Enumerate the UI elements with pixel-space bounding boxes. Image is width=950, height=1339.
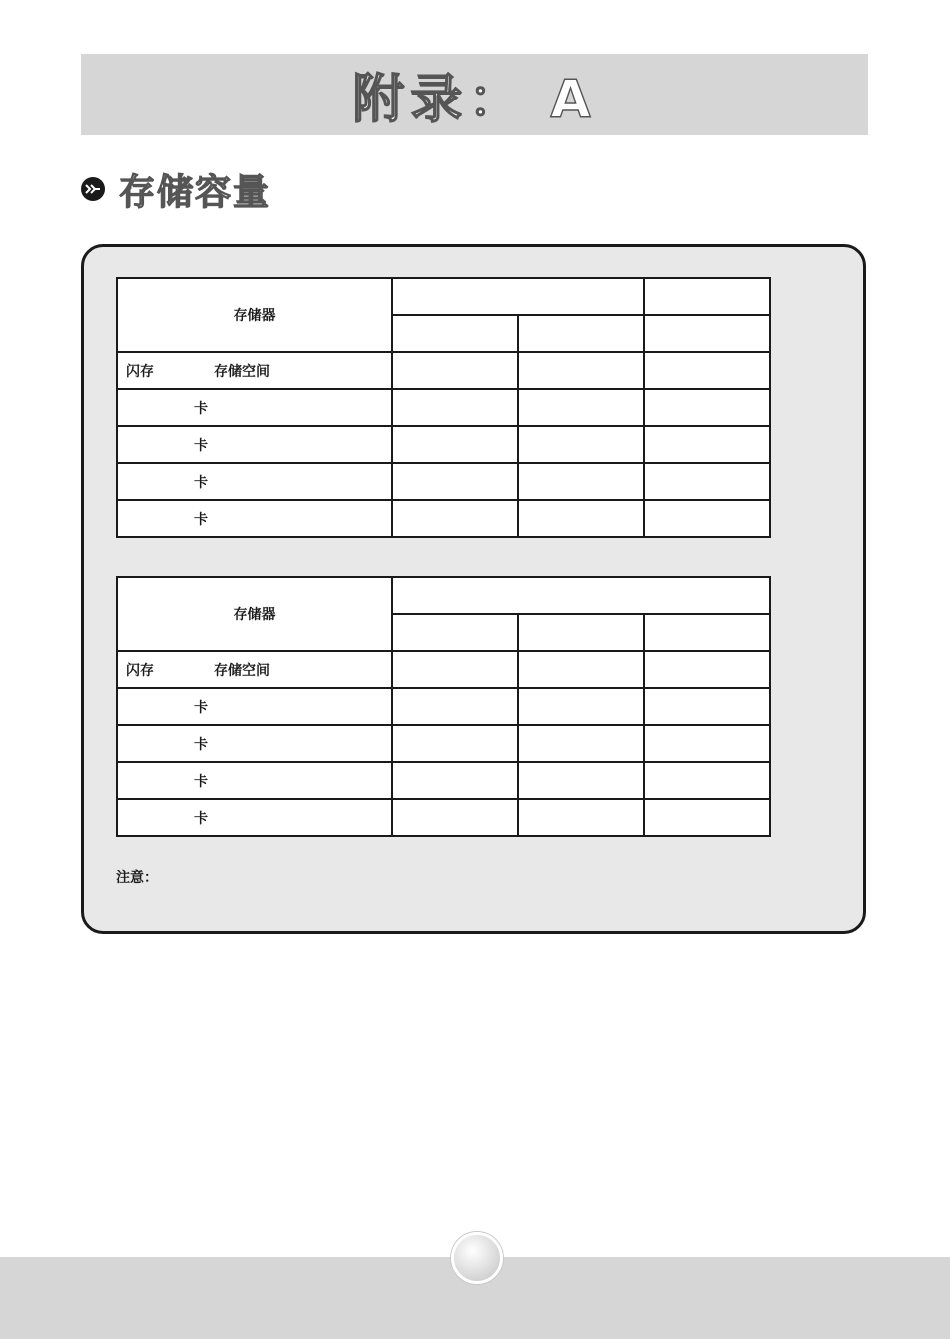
table-cell [644,762,770,799]
table-row [117,725,770,762]
table-cell [392,688,518,725]
header-cell [392,577,770,614]
table-cell [644,688,770,725]
table-cell [518,426,644,463]
page-title: 附录： A [352,70,597,130]
section-heading [81,166,271,212]
row-label: 卡 [117,762,392,799]
memory-type: 存储空间 [214,662,270,679]
table-cell [392,799,518,836]
arrow-bullet-icon [81,177,105,201]
table-cell [644,352,770,389]
table-cell [644,426,770,463]
table-cell [644,651,770,688]
table-cell [644,389,770,426]
note-label: 注意： [116,870,158,886]
memory-type: 存储空间 [214,363,270,380]
table-row [117,389,770,426]
row-label: 卡 [117,500,392,537]
page-number-badge [451,1232,503,1284]
row-label [117,651,392,688]
table-row [117,352,770,389]
row-label: 卡 [117,463,392,500]
table-cell [392,651,518,688]
table-cell [392,352,518,389]
table-header-row [117,577,770,614]
row-label: 卡 [117,799,392,836]
table-cell [518,651,644,688]
header-cell [644,278,770,315]
table-cell [644,500,770,537]
title-banner [81,54,868,135]
table-cell [392,762,518,799]
header-label: 存储器 [117,278,392,352]
table-cell [518,688,644,725]
table-row [117,799,770,836]
table-cell [518,725,644,762]
row-label [117,352,392,389]
table-cell [392,389,518,426]
header-cell [644,315,770,352]
header-cell [644,614,770,651]
table-row [117,762,770,799]
table-cell [518,352,644,389]
table-cell [392,725,518,762]
memory-name: 闪存 [126,662,154,679]
table-header-row [117,278,770,315]
header-label: 存储器 [117,577,392,651]
table-cell [518,463,644,500]
capacity-table-1 [116,277,771,538]
row-label: 卡 [117,725,392,762]
table-cell [644,463,770,500]
row-label: 卡 [117,389,392,426]
table-cell [518,762,644,799]
memory-name: 闪存 [126,363,154,380]
header-cell [518,614,644,651]
table-cell [518,500,644,537]
table-cell [392,500,518,537]
table-row [117,463,770,500]
table-row [117,688,770,725]
table-row [117,500,770,537]
table-row [117,426,770,463]
table-cell [518,799,644,836]
header-cell [392,315,518,352]
table-cell [518,389,644,426]
header-cell [518,315,644,352]
section-title: 存储容量 [119,171,272,213]
header-cell [392,614,518,651]
table-cell [392,426,518,463]
storage-capacity-panel [81,244,866,934]
capacity-table-2 [116,576,771,837]
table-cell [644,725,770,762]
table-cell [644,799,770,836]
table-cell [392,463,518,500]
row-label: 卡 [117,688,392,725]
header-cell [392,278,644,315]
table-row [117,651,770,688]
row-label: 卡 [117,426,392,463]
